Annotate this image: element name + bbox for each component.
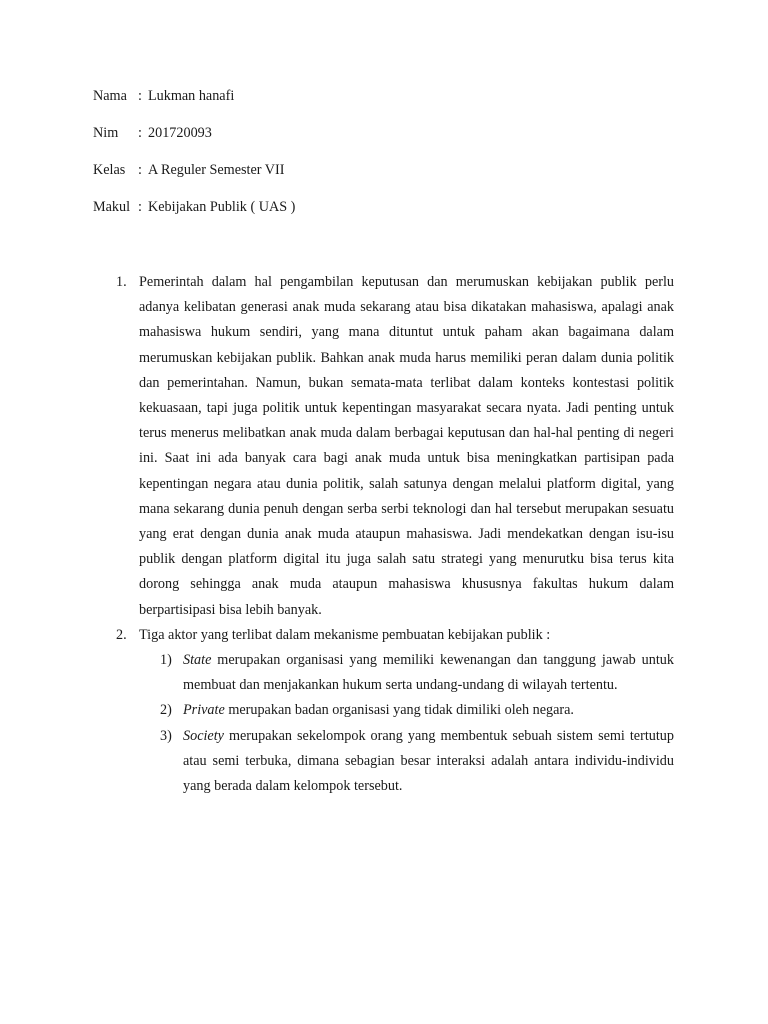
info-separator: : — [138, 199, 142, 215]
actor-item-private — [160, 698, 674, 723]
actor-term: Private — [183, 702, 225, 719]
actor-term: State — [183, 652, 212, 669]
info-value: 201720093 — [148, 125, 212, 141]
info-value: Lukman hanafi — [148, 88, 235, 104]
info-separator: : — [138, 125, 142, 141]
student-info — [93, 86, 693, 234]
answer-paragraph: Pemerintah dalam hal pengambilan keputusan dan merumuskan kebijakan publik perlu adanya kelibatan generasi anak muda sekarang atau bisa dikatakan mahasiswa, apalagi anak mahasiswa hukum sendiri, yang mana dituntut untuk paham akan bagaimana dalam merumuskan kebijakan publik. Bahkan anak muda harus memiliki peran dalam dunia politik dan pemerintahan. Namun, bukan semata-mata terlibat dalam konteks kontestasi politik kekuasaan, tapi juga politik untuk kepentingan masyarakat secara nyata. Jadi penting untuk terus menerus melibatkan anak muda dalam berbagai keputusan dan hal-hal penting di negeri ini. Saat ini ada banyak cara bagi anak muda untuk bisa meningkatkan partisipan pada kepentingan negara atau dunia politik, salah satunya dengan melalui platform digital, yang mana sekarang dunia penuh dengan serba serbi teknologi dan hal tersebut merupakan sesuatu yang erat dengan dunia anak muda ataupun mahasiswa. Jadi mendekatkan dengan isu-isu publik dengan platform digital itu juga salah satu strategi yang menurutku bisa terus kita dorong sehingga anak muda ataupun mahasiswa khususnya fakultas hukum dalam berpartisipasi bisa lebih banyak. — [139, 274, 674, 618]
info-row-nim — [93, 123, 693, 160]
answer-item-2 — [116, 623, 674, 799]
actor-description — [183, 698, 674, 723]
info-value: A Reguler Semester VII — [148, 162, 285, 178]
info-value: Kebijakan Publik ( UAS ) — [148, 199, 296, 215]
actor-term: Society — [183, 727, 224, 744]
actor-description — [183, 648, 674, 698]
item-number: 2. — [116, 626, 127, 643]
actor-number: 1) — [160, 652, 172, 669]
info-label: Nama — [93, 88, 127, 104]
answer-list — [116, 270, 674, 799]
actor-item-society — [160, 724, 674, 800]
actor-number: 2) — [160, 702, 172, 719]
info-row-class — [93, 160, 693, 197]
info-label: Kelas — [93, 162, 126, 178]
actor-text: merupakan sekelompok orang yang membentuk sebuah sistem semi tertutup atau semi terbuka, dimana sebagian besar interaksi adalah antara individu-individu yang berada dalam kelompok tersebut. — [183, 727, 674, 795]
info-row-name — [93, 86, 693, 123]
info-separator: : — [138, 88, 142, 104]
answer-intro: Tiga aktor yang terlibat dalam mekanisme pembuatan kebijakan publik : — [139, 626, 551, 643]
actor-text: merupakan badan organisasi yang tidak dimiliki oleh negara. — [224, 702, 574, 719]
item-number: 1. — [116, 274, 127, 290]
actor-list — [160, 648, 674, 799]
info-label: Makul — [93, 199, 131, 215]
actor-description — [183, 724, 674, 800]
actor-item-state — [160, 648, 674, 698]
info-separator: : — [138, 162, 142, 178]
info-label: Nim — [93, 125, 119, 141]
info-row-course — [93, 197, 693, 234]
answer-item-1 — [116, 270, 674, 623]
actor-number: 3) — [160, 727, 172, 744]
actor-text: merupakan organisasi yang memiliki kewenangan dan tanggung jawab untuk membuat dan menjakankan hukum serta undang-undang di wilayah tertentu. — [183, 652, 674, 694]
